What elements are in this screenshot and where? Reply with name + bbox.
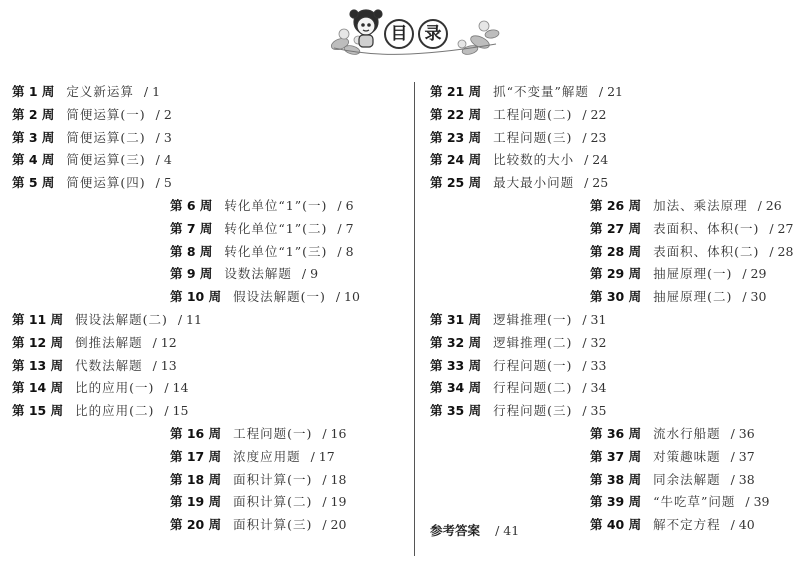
toc-week-label: 第 34 周 [430,380,482,396]
toc-topic: 行程问题(一) [493,357,573,373]
toc-entry[interactable] [590,242,793,262]
toc-entry[interactable] [590,424,755,444]
toc-entry[interactable] [590,219,793,239]
toc-topic: 简便运算(一) [66,106,146,122]
toc-week-label: 第 5 周 [12,175,55,191]
toc-week-label: 第 31 周 [430,312,482,327]
toc-page-number: / 34 [582,380,607,396]
header-decoration-icon [330,4,500,60]
toc-entry[interactable] [170,424,346,444]
toc-entry[interactable] [590,492,769,512]
toc-entry[interactable] [12,105,172,125]
toc-topic: 表面积、体积(一) [653,220,760,236]
toc-topic: 面积计算(一) [233,471,313,487]
toc-entry[interactable] [590,470,755,490]
toc-page-number: / 23 [582,129,607,145]
toc-entry[interactable] [170,515,346,535]
toc-topic: 定义新运算 [66,84,134,99]
toc-page-number: / 40 [730,517,755,533]
toc-topic: 抽屉原理(一) [653,266,733,282]
toc-page-number: / 16 [322,426,347,441]
toc-topic: 加法、乘法原理 [653,198,748,213]
toc-entry[interactable] [590,447,755,467]
toc-entry[interactable] [12,128,172,148]
toc-topic: 假设法解题(二) [75,312,168,327]
toc-page-number: / 32 [582,334,607,350]
toc-page-number: / 25 [584,175,609,191]
toc-topic: “牛吃草”问题 [653,494,736,510]
toc-week-label: 第 27 周 [590,220,642,236]
toc-entry[interactable] [12,378,188,398]
toc-entry[interactable] [430,333,606,353]
toc-entry[interactable] [170,219,354,239]
toc-page-number: / 22 [582,106,607,122]
toc-entry[interactable] [430,356,606,376]
toc-topic: 流水行船题 [653,426,721,441]
toc-week-label: 第 17 周 [170,448,222,464]
toc-entry[interactable] [170,492,346,512]
toc-topic: 面积计算(二) [233,494,313,510]
title-char-1: 目 [384,19,414,49]
toc-week-label: 第 25 周 [430,175,482,191]
toc-week-label: 第 20 周 [170,517,222,533]
toc-topic: 转化单位“1”(二) [224,220,328,236]
toc-page-number: / 7 [337,220,354,236]
toc-page-number: / 9 [301,266,319,282]
answers-entry[interactable] [430,520,519,540]
toc-week-label: 第 7 周 [170,220,213,236]
toc-week-label: 第 33 周 [430,357,482,373]
toc-topic: 工程问题(三) [493,129,573,145]
toc-page-number: / 18 [322,471,347,487]
toc-topic: 对策趣味题 [653,448,721,464]
toc-week-label: 第 16 周 [170,426,222,441]
toc-week-label: 第 37 周 [590,448,642,464]
toc-week-label: 第 11 周 [12,312,64,327]
toc-week-label: 第 32 周 [430,334,482,350]
toc-topic: 行程问题(三) [493,403,573,419]
toc-week-label: 第 8 周 [170,243,213,259]
toc-topic: 抽屉原理(二) [653,289,733,305]
toc-page-number: / 21 [598,84,623,99]
toc-week-label: 第 28 周 [590,243,642,259]
toc-week-label: 第 12 周 [12,334,64,350]
toc-entry[interactable] [590,515,755,535]
toc-week-label: 第 18 周 [170,471,222,487]
title-char-2: 录 [418,19,448,49]
toc-page-number: / 8 [337,243,354,259]
toc-week-label: 第 14 周 [12,380,64,396]
toc-page-number: / 31 [582,312,607,327]
toc-week-label: 第 21 周 [430,84,482,99]
toc-entry[interactable] [170,196,354,216]
toc-week-label: 第 39 周 [590,494,642,510]
toc-header [330,4,500,60]
toc-week-label: 第 6 周 [170,198,213,213]
toc-topic: 解不定方程 [653,517,721,533]
toc-topic: 比较数的大小 [493,152,575,168]
toc-entry[interactable] [590,196,782,216]
toc-topic: 比的应用(一) [75,380,155,396]
toc-week-label: 第 2 周 [12,106,55,122]
toc-page-number: / 15 [164,403,189,419]
toc-page-number: / 3 [155,129,172,145]
toc-page-number: / 19 [322,494,347,510]
toc-entry[interactable] [12,333,177,353]
toc-page-number: / 33 [582,357,607,373]
toc-page-number: / 24 [584,152,609,168]
toc-entry[interactable] [170,264,318,284]
toc-page-number: / 10 [335,289,360,305]
toc-page-number: / 4 [155,152,172,168]
toc-week-label: 第 22 周 [430,106,482,122]
toc-week-label: 第 4 周 [12,152,55,168]
toc-entry[interactable] [430,150,608,170]
toc-week-label: 第 30 周 [590,289,642,305]
toc-entry[interactable] [430,82,623,102]
toc-entry[interactable] [12,150,172,170]
toc-entry[interactable] [12,82,160,102]
toc-week-label: 第 9 周 [170,266,213,282]
toc-topic: 抓“不变量”解题 [493,84,589,99]
toc-topic: 浓度应用题 [233,448,301,464]
toc-entry[interactable] [590,264,766,284]
toc-entry[interactable] [12,356,177,376]
toc-page-number: / 38 [730,471,755,487]
toc-page-number: / 5 [155,175,172,191]
toc-entry[interactable] [12,310,202,330]
toc-page-number: / 27 [769,220,794,236]
toc-page-number: / 1 [143,84,161,99]
toc-page-number: / 14 [164,380,189,396]
toc-topic: 简便运算(二) [66,129,146,145]
toc-topic: 工程问题(一) [233,426,313,441]
toc-week-label: 第 38 周 [590,471,642,487]
toc-entry[interactable] [170,470,346,490]
toc-week-label: 第 3 周 [12,129,55,145]
toc-topic: 表面积、体积(二) [653,243,760,259]
toc-topic: 面积计算(三) [233,517,313,533]
toc-week-label: 第 29 周 [590,266,642,282]
answers-page: / 41 [495,523,520,538]
toc-entry[interactable] [170,287,360,307]
toc-topic: 简便运算(四) [66,175,146,191]
toc-week-label: 第 24 周 [430,152,482,168]
toc-entry[interactable] [430,105,606,125]
toc-week-label: 第 1 周 [12,84,55,99]
toc-week-label: 第 26 周 [590,198,642,213]
toc-page-number: / 37 [730,448,755,464]
toc-topic: 简便运算(三) [66,152,146,168]
toc-page-number: / 29 [742,266,767,282]
toc-topic: 工程问题(二) [493,106,573,122]
column-divider [414,82,415,556]
toc-week-label: 第 15 周 [12,403,64,419]
toc-topic: 同余法解题 [653,471,721,487]
toc-entry[interactable] [430,310,606,330]
toc-week-label: 第 35 周 [430,403,482,419]
toc-week-label: 第 19 周 [170,494,222,510]
answers-label: 参考答案 [430,523,481,538]
toc-entry[interactable] [430,173,608,193]
toc-page-number: / 11 [177,312,202,327]
toc-topic: 比的应用(二) [75,403,155,419]
toc-page-number: / 20 [322,517,347,533]
toc-page-number: / 39 [745,494,770,510]
toc-week-label: 第 23 周 [430,129,482,145]
toc-page-number: / 12 [152,334,177,350]
toc-page-number: / 2 [155,106,172,122]
toc-week-label: 第 13 周 [12,357,64,373]
toc-week-label: 第 36 周 [590,426,642,441]
toc-topic: 假设法解题(一) [233,289,326,305]
toc-topic: 最大最小问题 [493,175,575,191]
toc-page-number: / 6 [337,198,354,213]
toc-entry[interactable] [430,128,606,148]
toc-week-label: 第 10 周 [170,289,222,305]
toc-page-number: / 26 [757,198,782,213]
toc-entry[interactable] [430,378,606,398]
toc-page-number: / 28 [769,243,794,259]
toc-topic: 逻辑推理(一) [493,312,573,327]
toc-topic: 行程问题(二) [493,380,573,396]
toc-entry[interactable] [430,401,606,421]
toc-topic: 转化单位“1”(一) [224,198,328,213]
toc-page-number: / 30 [742,289,767,305]
toc-entry[interactable] [170,447,335,467]
toc-topic: 转化单位“1”(三) [224,243,328,259]
toc-entry[interactable] [12,401,188,421]
toc-topic: 逻辑推理(二) [493,334,573,350]
toc-entry[interactable] [170,242,354,262]
toc-page-number: / 13 [152,357,177,373]
toc-page-number: / 36 [730,426,755,441]
toc-entry[interactable] [12,173,172,193]
toc-entry[interactable] [590,287,766,307]
toc-topic: 代数法解题 [75,357,143,373]
toc-topic: 倒推法解题 [75,334,143,350]
toc-topic: 设数法解题 [224,266,292,282]
toc-page-number: / 35 [582,403,607,419]
toc-page-number: / 17 [310,448,335,464]
toc-week-label: 第 40 周 [590,517,642,533]
